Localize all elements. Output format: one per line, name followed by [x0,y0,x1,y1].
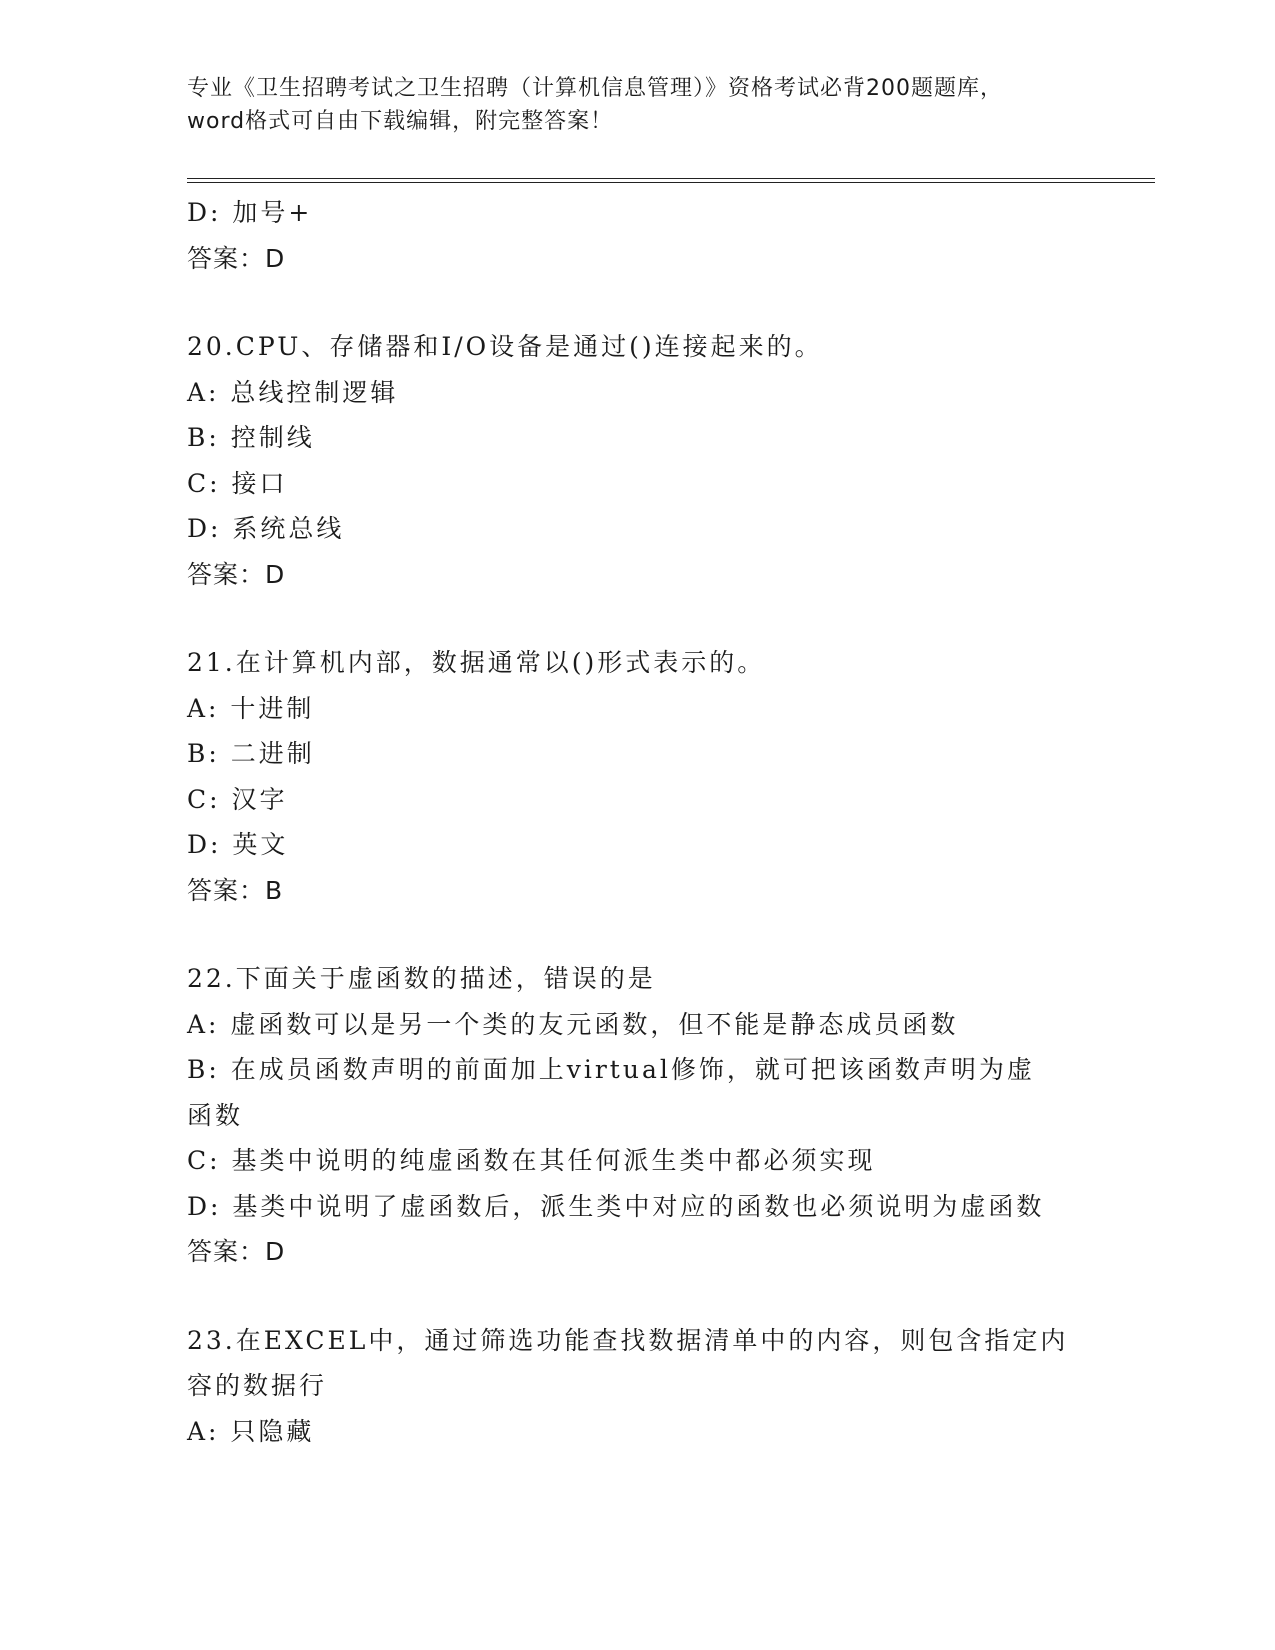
option-d: D: 加号+ [187,198,313,227]
option-a: A: 总线控制逻辑 [187,377,399,407]
option-c: C: 接口 [187,468,288,498]
document-header [187,72,1077,138]
prev-question-tail [187,190,1087,281]
option-b: B: 二进制 [187,739,315,768]
question-20 [187,324,1087,597]
option-c: C: 汉字 [187,784,288,814]
question-stem-line-2: 容的数据行 [187,1371,328,1400]
spacer [187,1275,1087,1318]
answer: 答案：B [187,875,284,905]
option-b: B: 控制线 [187,423,315,452]
question-list [187,190,1087,1454]
option-a: A: 虚函数可以是另一个类的友元函数，但不能是静态成员函数 [187,1009,959,1039]
option-d: D: 英文 [187,830,289,859]
question-23 [187,1318,1087,1455]
header-divider [187,178,1155,183]
answer: 答案：D [187,243,286,273]
question-stem: 22.下面关于虚函数的描述，错误的是 [187,964,656,993]
header-line-1: 专业《卫生招聘考试之卫生招聘（计算机信息管理）》资格考试必背200题题库， [187,76,1003,101]
option-d: D: 基类中说明了虚函数后，派生类中对应的函数也必须说明为虚函数 [187,1191,1045,1221]
spacer [187,913,1087,956]
question-stem: 20.CPU、存储器和I/O设备是通过()连接起来的。 [187,332,823,361]
option-a: A: 十进制 [187,693,315,723]
answer: 答案：D [187,559,286,589]
option-b-line-2: 函数 [187,1100,244,1130]
spacer [187,281,1087,324]
option-a: A: 只隐藏 [187,1416,315,1446]
question-stem-line-1: 23.在EXCEL中，通过筛选功能查找数据清单中的内容，则包含指定内 [187,1325,1069,1355]
question-stem: 21.在计算机内部，数据通常以()形式表示的。 [187,648,766,677]
question-22 [187,956,1087,1275]
question-21 [187,640,1087,913]
header-line-2: word格式可自由下载编辑，附完整答案！ [187,109,614,134]
answer: 答案：D [187,1237,286,1266]
spacer [187,597,1087,640]
option-d: D: 系统总线 [187,514,345,543]
option-b-line-1: B: 在成员函数声明的前面加上virtual修饰，就可把该函数声明为虚 [187,1055,1035,1084]
option-c: C: 基类中说明的纯虚函数在其任何派生类中都必须实现 [187,1146,876,1175]
